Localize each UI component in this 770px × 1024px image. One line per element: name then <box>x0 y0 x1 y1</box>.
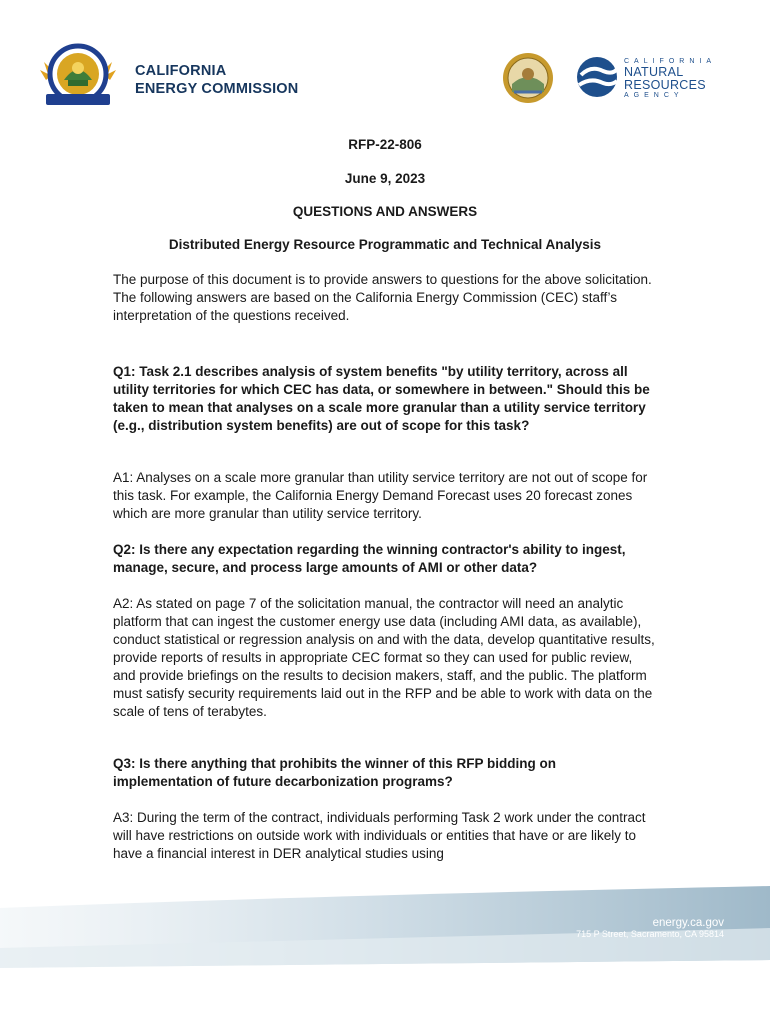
intro-paragraph: The purpose of this document is to provide answers to questions for the above solicitation. The following answers are based on the California Energy Commission (CEC) staff’s interpretation of the questions received. <box>113 272 652 323</box>
document-subheading: Distributed Energy Resource Programmatic and Technical Analysis <box>168 237 602 252</box>
california-state-seal <box>502 52 554 104</box>
cnra-wordmark <box>624 57 716 100</box>
answer-1: A1: Analyses on a scale more granular than utility service territory are not out of scope for this task. For example, the California Energy Demand Forecast uses 20 forecast zones which are more granular than utility service territory. <box>113 470 648 521</box>
cnra-line1: CALIFORNIA <box>624 58 717 65</box>
answer-3: A3: During the term of the contract, individuals performing Task 2 work under the contract will have restrictions on outside work with individuals or entities that have or are likely to have a financial interest in DER analytical studies using <box>113 810 646 861</box>
cnra-line2: NATURAL <box>624 65 684 79</box>
question-1: Q1: Task 2.1 describes analysis of system benefits "by utility territory, across all utility territories for which CEC has data, or somewhere in between." Should this be taken to mean that analyses on a scale more granular than a utility service territory (e.g., distribution system benefits) are out of scope for this task? <box>113 364 650 433</box>
question-3: Q3: Is there anything that prohibits the winner of this RFP bidding on implementation of future decarbonization programs? <box>113 756 557 789</box>
rfp-number: RFP-22-806 <box>348 137 422 152</box>
document-date: June 9, 2023 <box>344 171 426 186</box>
cnra-line3: RESOURCES <box>624 77 706 92</box>
letterhead <box>0 0 770 120</box>
cec-name-line1: CALIFORNIA <box>135 63 227 79</box>
question-2: Q2: Is there any expectation regarding the winning contractor's ability to ingest, manage, secure, and process large amounts of AMI or other data? <box>113 542 626 575</box>
cnra-line4: AGENCY <box>624 92 684 99</box>
cnra-logo-icon <box>573 55 621 99</box>
cec-name-line2: ENERGY COMMISSION <box>135 81 299 97</box>
cec-seal-logo <box>36 40 120 110</box>
document-heading: QUESTIONS AND ANSWERS <box>292 204 478 219</box>
footer-address: 715 P Street, Sacramento, CA 95814 <box>576 929 724 939</box>
answer-2: A2: As stated on page 7 of the solicitation manual, the contractor will need an analytic platform that can ingest the customer energy use data (including AMI data, as available), conduct statistical or regression analysis on and with the data, develop quantitative results, provide reports of results in appropriate CEC format so they can used for public review, and provide briefings on the results to decision makers, staff, and the public. The platform must satisfy security requirements laid out in the RFP and be able to work with data on the scale of tens of terabytes. <box>113 596 655 719</box>
cec-wordmark <box>135 62 298 98</box>
footer-website[interactable]: energy.ca.gov <box>652 917 724 929</box>
